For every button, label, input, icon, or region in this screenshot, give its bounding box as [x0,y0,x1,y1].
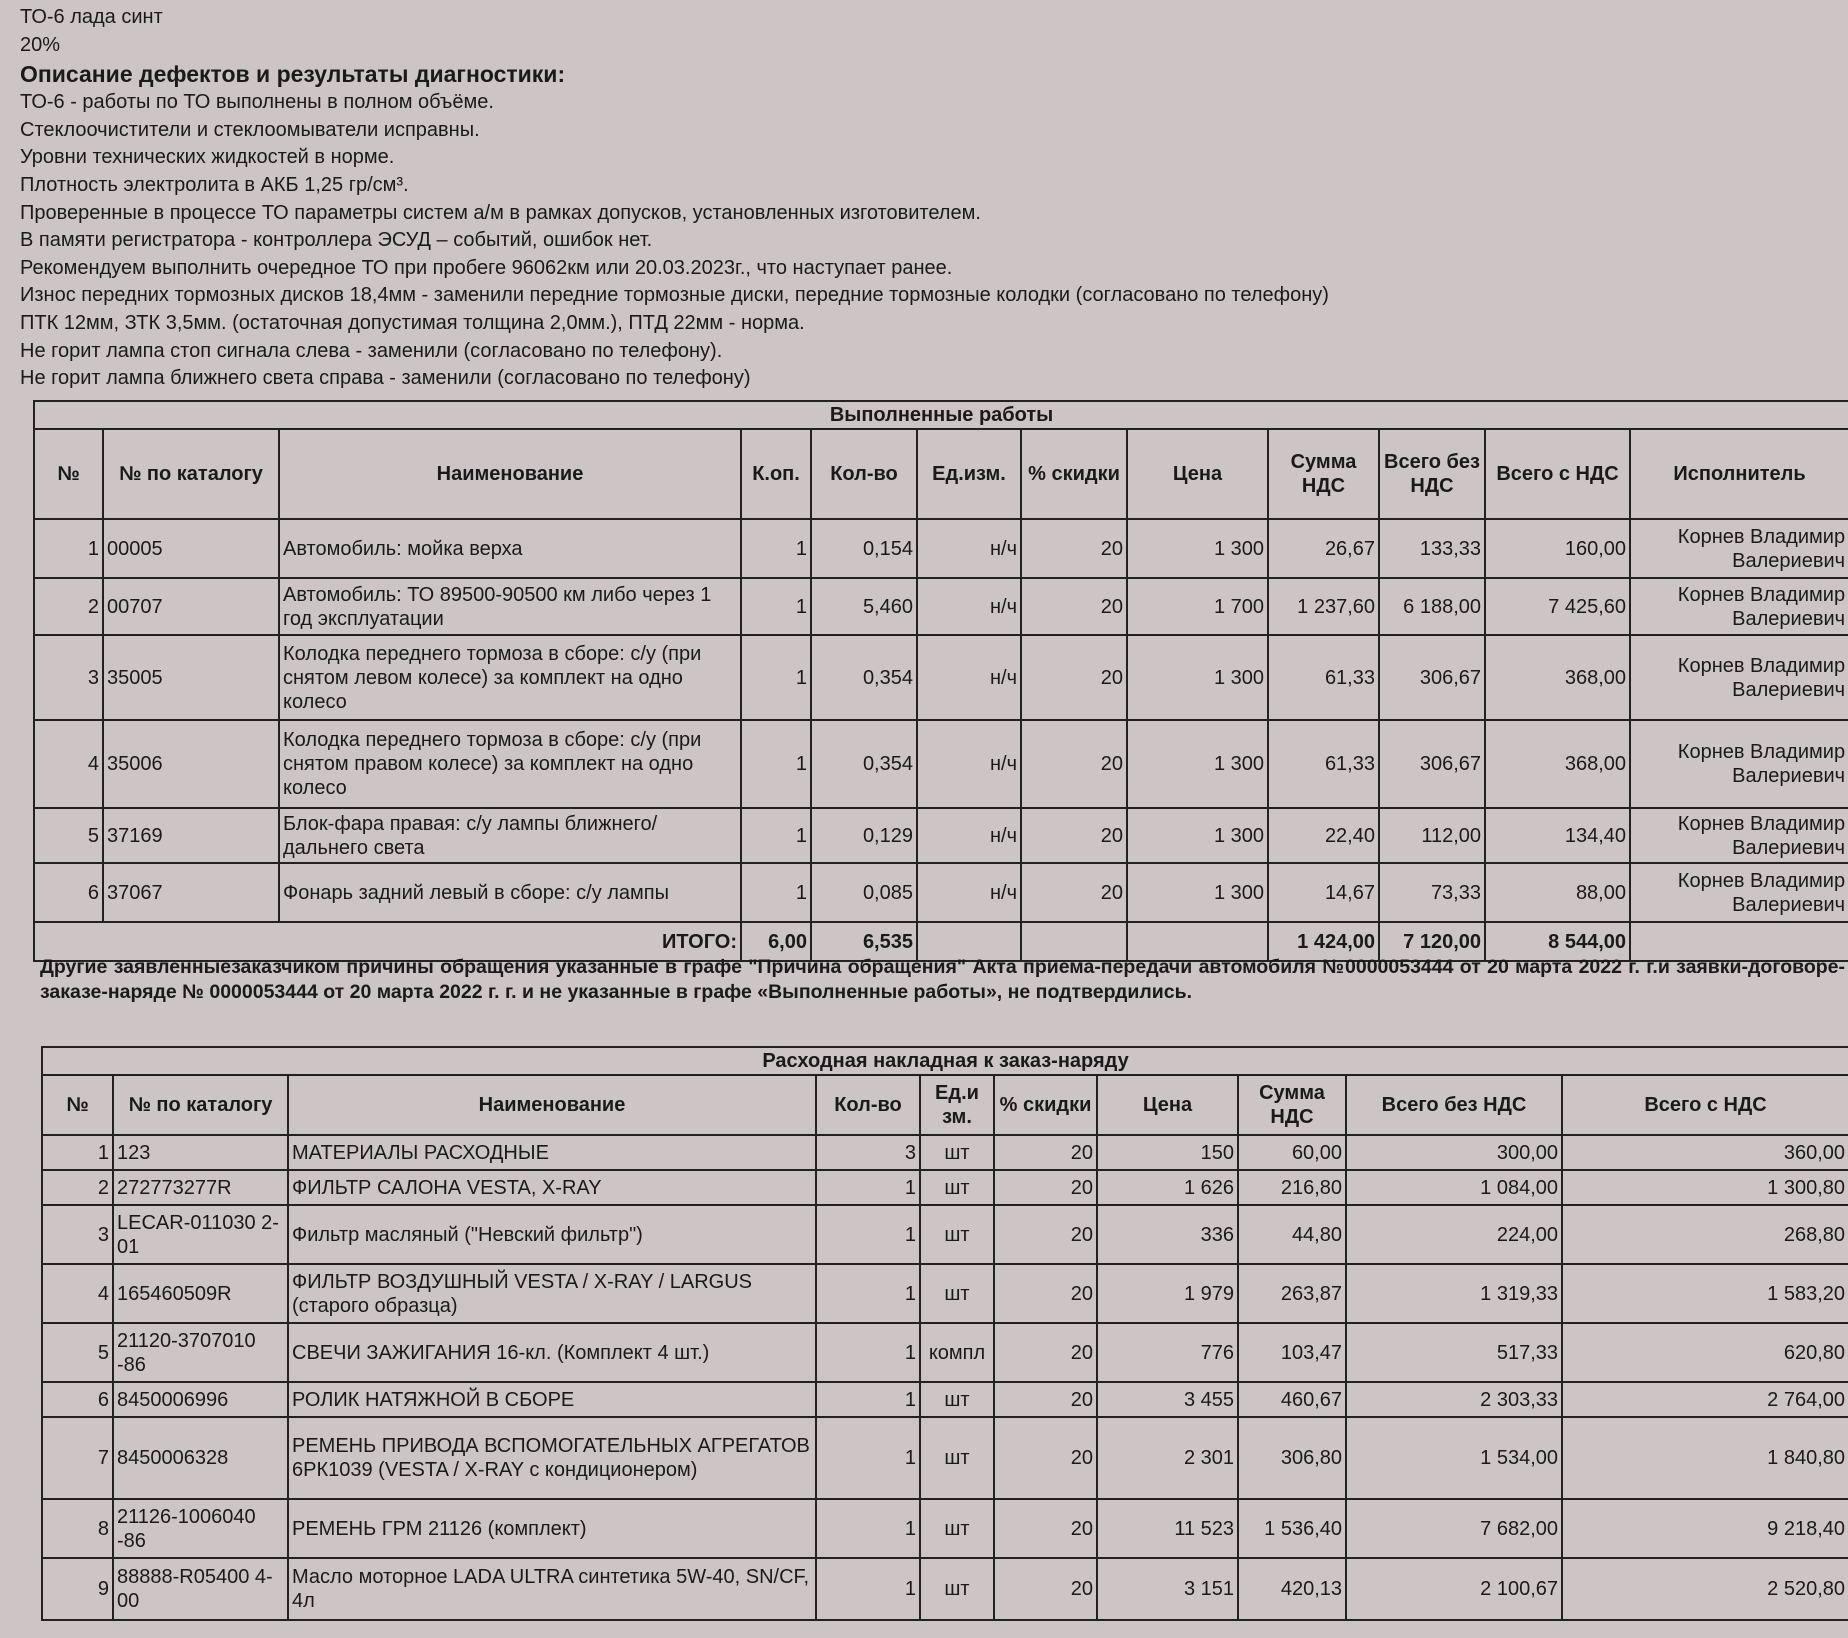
diagnostics-list [20,89,1329,393]
note-paragraph: Другие заявленныезаказчиком причины обращения указанные в графе "Причина обращения" Акта приема-передачи автомобиля №0000053444 от 20 марта 2022 г. г.и заявки-договоре-заказе-наряде № 0000053444 от 20 марта 2022 г. г. и не указанные в графе «Выполненные работы», не подтвердились. [40,956,1845,1003]
works-cell: 6 188,00 [1379,578,1485,635]
parts-cell: 9 218,40 [1562,1499,1848,1558]
parts-cell: 88888-R05400 4-00 [113,1558,288,1620]
total-qty: 6,535 [811,922,917,961]
parts-cell: 20 [994,1205,1097,1264]
parts-cell: 20 [994,1382,1097,1417]
works-cell: 306,67 [1379,720,1485,808]
works-column-header: Всего без НДС [1379,429,1485,519]
parts-cell: 44,80 [1238,1205,1346,1264]
works-cell: Колодка переднего тормоза в сборе: с/у (при снятом левом колесе) за комплект на одно колесо [279,635,741,720]
works-cell: 2 [34,578,103,635]
diagnostic-line: Не горит лампа ближнего света справа - заменили (согласовано по телефону) [20,367,751,390]
works-column-header: Всего с НДС [1485,429,1630,519]
parts-cell: 9 [42,1558,113,1620]
parts-cell: 103,47 [1238,1323,1346,1382]
parts-row [42,1417,1848,1499]
works-cell: 1 300 [1127,519,1268,578]
parts-caption: Расходная накладная к заказ-наряду [42,1047,1848,1075]
works-cell: 0,354 [811,720,917,808]
parts-cell: 263,87 [1238,1264,1346,1323]
parts-cell: МАТЕРИАЛЫ РАСХОДНЫЕ [288,1135,816,1170]
works-cell: 73,33 [1379,863,1485,922]
works-column-header: Ед.изм. [917,429,1021,519]
parts-cell: РОЛИК НАТЯЖНОЙ В СБОРЕ [288,1382,816,1417]
works-row [34,635,1848,720]
discount-label: 20% [20,33,61,56]
parts-cell: шт [920,1382,994,1417]
works-cell: 20 [1021,635,1127,720]
parts-cell: 1 626 [1097,1170,1238,1205]
parts-cell: 517,33 [1346,1323,1562,1382]
works-column-header: Исполнитель [1630,429,1848,519]
parts-cell: 21126-1006040 -86 [113,1499,288,1558]
works-column-header: Наименование [279,429,741,519]
parts-cell: 1 300,80 [1562,1170,1848,1205]
parts-cell: 2 100,67 [1346,1558,1562,1620]
works-row [34,863,1848,922]
works-cell: Колодка переднего тормоза в сборе: с/у (при снятом правом колесе) за комплект на одно колесо [279,720,741,808]
parts-cell: 20 [994,1135,1097,1170]
works-cell: 6 [34,863,103,922]
parts-cell: 272773277R [113,1170,288,1205]
parts-cell: Масло моторное LADA ULTRA синтетика 5W-40, SN/CF, 4л [288,1558,816,1620]
parts-cell: 306,80 [1238,1417,1346,1499]
total-label: ИТОГО: [34,922,741,961]
diagnostics-block [20,4,1329,393]
parts-cell: 7 682,00 [1346,1499,1562,1558]
works-cell: н/ч [917,720,1021,808]
works-cell: 1 [741,519,811,578]
works-cell: Автомобиль: мойка верха [279,519,741,578]
parts-cell: 1 [816,1499,920,1558]
works-cell: Корнев Владимир Валериевич [1630,863,1848,922]
parts-cell: 11 523 [1097,1499,1238,1558]
parts-cell: 336 [1097,1205,1238,1264]
works-cell: Корнев Владимир Валериевич [1630,578,1848,635]
parts-cell: шт [920,1417,994,1499]
works-cell: 1 237,60 [1268,578,1379,635]
works-cell: 306,67 [1379,635,1485,720]
works-column-header: К.оп. [741,429,811,519]
diagnostic-line: Уровни технических жидкостей в норме. [20,146,395,169]
parts-row [42,1170,1848,1205]
works-cell: 1 [741,808,811,863]
parts-cell: 620,80 [1562,1323,1848,1382]
parts-cell: 1 084,00 [1346,1170,1562,1205]
parts-cell: 21120-3707010 -86 [113,1323,288,1382]
works-cell: 35006 [103,720,279,808]
parts-cell: 776 [1097,1323,1238,1382]
total-with-vat: 8 544,00 [1485,922,1630,961]
parts-cell: 2 520,80 [1562,1558,1848,1620]
works-column-header: % скидки [1021,429,1127,519]
parts-cell: 20 [994,1499,1097,1558]
parts-column-header: № по каталогу [113,1075,288,1135]
works-cell: 61,33 [1268,635,1379,720]
parts-cell: 216,80 [1238,1170,1346,1205]
total-no-vat: 7 120,00 [1379,922,1485,961]
works-cell: 26,67 [1268,519,1379,578]
parts-cell: 60,00 [1238,1135,1346,1170]
works-cell: 4 [34,720,103,808]
works-row [34,578,1848,635]
works-cell: 0,354 [811,635,917,720]
works-row [34,720,1848,808]
diagnostic-line: Износ передних тормозных дисков 18,4мм - заменили передние тормозные диски, передние тормозные колодки (согласовано по телефону) [20,284,1329,307]
parts-cell: 1 534,00 [1346,1417,1562,1499]
parts-cell: 2 764,00 [1562,1382,1848,1417]
parts-cell: ФИЛЬТР САЛОНА VESTA, X-RAY [288,1170,816,1205]
works-cell: 1 300 [1127,808,1268,863]
works-cell: 1 700 [1127,578,1268,635]
works-cell: 20 [1021,720,1127,808]
works-cell: 0,129 [811,808,917,863]
parts-cell: 3 151 [1097,1558,1238,1620]
works-table [33,400,1848,962]
works-cell: 00707 [103,578,279,635]
parts-column-header: Цена [1097,1075,1238,1135]
works-cell: 20 [1021,519,1127,578]
works-cell: 133,33 [1379,519,1485,578]
works-column-header: № [34,429,103,519]
works-cell: Автомобиль: ТО 89500-90500 км либо через 1 год эксплуатации [279,578,741,635]
parts-cell: 2 301 [1097,1417,1238,1499]
parts-column-header: Сумма НДС [1238,1075,1346,1135]
parts-cell: СВЕЧИ ЗАЖИГАНИЯ 16-кл. (Комплект 4 шт.) [288,1323,816,1382]
parts-cell: 224,00 [1346,1205,1562,1264]
parts-cell: 20 [994,1323,1097,1382]
parts-cell: 1 319,33 [1346,1264,1562,1323]
works-cell: н/ч [917,578,1021,635]
works-column-header: № по каталогу [103,429,279,519]
works-cell: Фонарь задний левый в сборе: с/у лампы [279,863,741,922]
works-cell: 5,460 [811,578,917,635]
works-cell: 22,40 [1268,808,1379,863]
works-row [34,808,1848,863]
parts-column-header: Ед.и зм. [920,1075,994,1135]
diagnostic-line: Не горит лампа стоп сигнала слева - заменили (согласовано по телефону). [20,339,723,362]
works-cell: 1 [741,635,811,720]
parts-cell: 5 [42,1323,113,1382]
parts-cell: 20 [994,1558,1097,1620]
parts-cell: 3 455 [1097,1382,1238,1417]
works-cell: 134,40 [1485,808,1630,863]
works-cell: 14,67 [1268,863,1379,922]
parts-column-header: Кол-во [816,1075,920,1135]
works-cell: 37067 [103,863,279,922]
works-column-header: Цена [1127,429,1268,519]
parts-cell: 8 [42,1499,113,1558]
parts-row [42,1135,1848,1170]
parts-cell: 4 [42,1264,113,1323]
parts-cell: 460,67 [1238,1382,1346,1417]
parts-cell: Фильтр масляный ("Невский фильтр") [288,1205,816,1264]
works-cell: 5 [34,808,103,863]
works-cell: 00005 [103,519,279,578]
parts-cell: 2 [42,1170,113,1205]
works-cell: н/ч [917,635,1021,720]
diagnostic-line: Плотность электролита в АКБ 1,25 гр/см³. [20,173,409,196]
works-cell: 20 [1021,578,1127,635]
parts-cell: РЕМЕНЬ ПРИВОДА ВСПОМОГАТЕЛЬНЫХ АГРЕГАТОВ 6РК1039 (VESTA / X-RAY с кондиционером) [288,1417,816,1499]
works-cell: 7 425,60 [1485,578,1630,635]
parts-column-header: Всего с НДС [1562,1075,1848,1135]
parts-cell: шт [920,1205,994,1264]
parts-cell: 1 [42,1135,113,1170]
parts-cell: РЕМЕНЬ ГРМ 21126 (комплект) [288,1499,816,1558]
works-cell: 1 [741,720,811,808]
parts-cell: 6 [42,1382,113,1417]
works-cell: Корнев Владимир Валериевич [1630,720,1848,808]
parts-cell: 165460509R [113,1264,288,1323]
works-cell: 1 [741,578,811,635]
works-cell: 1 300 [1127,863,1268,922]
diagnostic-line: Рекомендуем выполнить очередное ТО при пробеге 96062км или 20.03.2023г., что наступает ранее. [20,256,953,279]
parts-cell: 1 583,20 [1562,1264,1848,1323]
works-cell: 1 300 [1127,720,1268,808]
parts-cell: 1 536,40 [1238,1499,1346,1558]
works-cell: 368,00 [1485,635,1630,720]
parts-cell: 360,00 [1562,1135,1848,1170]
parts-cell: шт [920,1499,994,1558]
parts-cell: 1 [816,1264,920,1323]
parts-cell: 420,13 [1238,1558,1346,1620]
diagnostic-line: ПТК 12мм, ЗТК 3,5мм. (остаточная допустимая толщина 2,0мм.), ПТД 22мм - норма. [20,311,805,334]
works-cell: Корнев Владимир Валериевич [1630,519,1848,578]
works-cell: 1 300 [1127,635,1268,720]
parts-row [42,1382,1848,1417]
works-cell: 1 [34,519,103,578]
works-column-header: Сумма НДС [1268,429,1379,519]
works-cell: 20 [1021,808,1127,863]
parts-row [42,1264,1848,1323]
parts-cell: 1 [816,1417,920,1499]
parts-cell: 1 [816,1382,920,1417]
total-vat: 1 424,00 [1268,922,1379,961]
parts-cell: шт [920,1170,994,1205]
parts-column-header: % скидки [994,1075,1097,1135]
works-cell: н/ч [917,808,1021,863]
works-cell: 88,00 [1485,863,1630,922]
parts-cell: шт [920,1558,994,1620]
parts-cell: 123 [113,1135,288,1170]
parts-cell: 1 [816,1323,920,1382]
works-cell: 37169 [103,808,279,863]
parts-cell: 8450006328 [113,1417,288,1499]
parts-cell: 1 840,80 [1562,1417,1848,1499]
parts-cell: 3 [42,1205,113,1264]
works-cell: 61,33 [1268,720,1379,808]
works-cell: Корнев Владимир Валериевич [1630,808,1848,863]
parts-cell: ФИЛЬТР ВОЗДУШНЫЙ VESTA / X-RAY / LARGUS (старого образца) [288,1264,816,1323]
parts-table [41,1046,1848,1621]
works-cell: 112,00 [1379,808,1485,863]
section-title: Описание дефектов и результаты диагностики: [20,61,566,88]
works-cell: н/ч [917,519,1021,578]
parts-cell: 1 [816,1558,920,1620]
parts-cell: компл [920,1323,994,1382]
parts-cell: 20 [994,1264,1097,1323]
parts-cell: 20 [994,1170,1097,1205]
works-cell: 0,085 [811,863,917,922]
parts-row [42,1205,1848,1264]
parts-row [42,1323,1848,1382]
parts-cell: шт [920,1135,994,1170]
parts-cell: 150 [1097,1135,1238,1170]
parts-column-header: Наименование [288,1075,816,1135]
parts-cell: шт [920,1264,994,1323]
works-cell: 0,154 [811,519,917,578]
works-cell: 3 [34,635,103,720]
works-cell: 20 [1021,863,1127,922]
parts-column-header: Всего без НДС [1346,1075,1562,1135]
diagnostic-line: Стеклоочистители и стеклоомыватели исправны. [20,118,480,141]
works-row [34,519,1848,578]
works-cell: Блок-фара правая: с/у лампы ближнего/дальнего света [279,808,741,863]
parts-cell: 2 303,33 [1346,1382,1562,1417]
parts-cell: 300,00 [1346,1135,1562,1170]
parts-row [42,1558,1848,1620]
parts-cell: 7 [42,1417,113,1499]
works-caption: Выполненные работы [34,401,1848,429]
works-cell: 368,00 [1485,720,1630,808]
parts-column-header: № [42,1075,113,1135]
works-column-header: Кол-во [811,429,917,519]
works-cell: 160,00 [1485,519,1630,578]
parts-cell: 1 [816,1205,920,1264]
works-cell: н/ч [917,863,1021,922]
parts-cell: LECAR-011030 2-01 [113,1205,288,1264]
parts-cell: 8450006996 [113,1382,288,1417]
works-cell: Корнев Владимир Валериевич [1630,635,1848,720]
diagnostic-line: ТО-6 - работы по ТО выполнены в полном объёме. [20,91,494,114]
diagnostic-line: В памяти регистратора - контроллера ЭСУД – событий, ошибок нет. [20,229,653,252]
parts-cell: 1 979 [1097,1264,1238,1323]
works-cell: 35005 [103,635,279,720]
parts-row [42,1499,1848,1558]
total-k-op: 6,00 [741,922,811,961]
parts-cell: 268,80 [1562,1205,1848,1264]
diagnostic-line: Проверенные в процессе ТО параметры систем а/м в рамках допусков, установленных изготовителем. [20,201,981,224]
doc-title: ТО-6 лада синт [20,6,163,28]
works-cell: 1 [741,863,811,922]
parts-cell: 20 [994,1417,1097,1499]
parts-cell: 1 [816,1170,920,1205]
parts-cell: 3 [816,1135,920,1170]
